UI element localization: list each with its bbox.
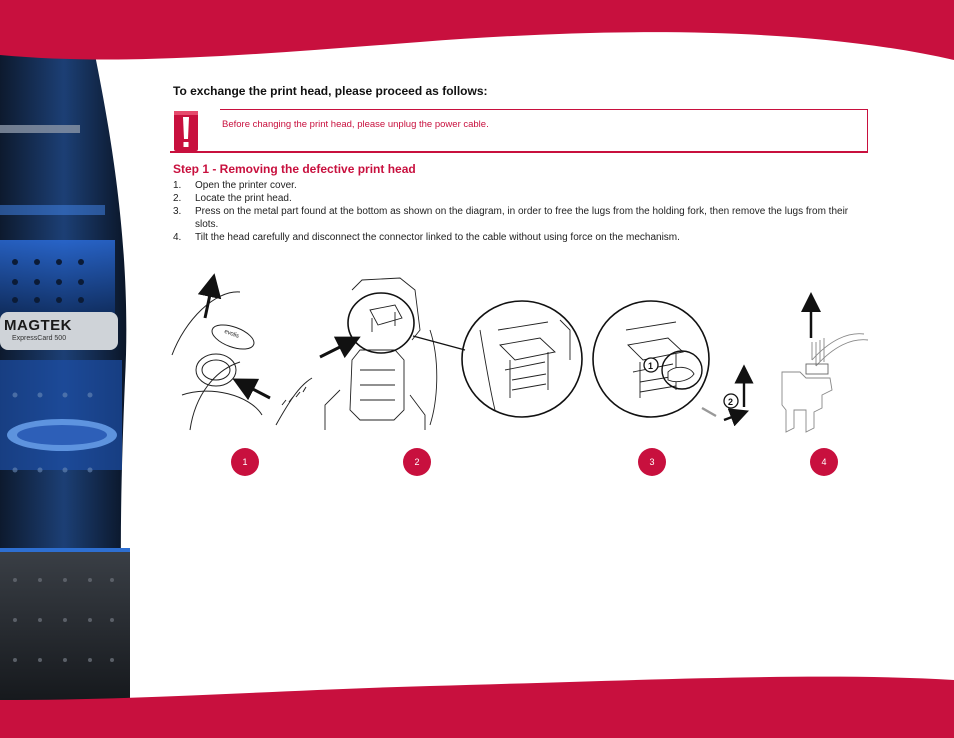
list-item-text: Tilt the head carefully and disconnect the connector linked to the cable without using force on the mechanism.: [195, 232, 680, 243]
figure-1-open-cover: [172, 285, 312, 430]
figure-1-logo-label: evolis: [223, 328, 240, 340]
intro-heading: To exchange the print head, please proceed as follows:: [173, 84, 488, 98]
step-badge-2: 2: [403, 448, 431, 476]
list-item-number: 3.: [173, 206, 182, 217]
figure-4-disconnect: [782, 302, 868, 432]
list-item-text: Open the printer cover.: [195, 180, 297, 191]
figure-3-release-lugs: [593, 301, 744, 420]
figure-2-locate-head: [320, 278, 465, 430]
step-badge-4: 4: [810, 448, 838, 476]
list-item-number: 4.: [173, 232, 182, 243]
model-name: ExpressCard 500: [12, 335, 67, 342]
step-badge-1: 1: [231, 448, 259, 476]
brand-logo: MAGTEK: [4, 317, 72, 334]
warning-text: Before changing the print head, please unplug the power cable.: [222, 119, 489, 130]
figure-3-marker-1: 1: [648, 361, 654, 371]
figure-2-zoom: [462, 301, 582, 417]
list-item-number: 2.: [173, 193, 182, 204]
list-item-text: Locate the print head.: [195, 193, 292, 204]
figure-3-marker-2: 2: [728, 397, 734, 407]
step-badge-3: 3: [638, 448, 666, 476]
step-title: Step 1 - Removing the defective print head: [173, 162, 416, 176]
list-item-number: 1.: [173, 180, 182, 191]
list-item-text: Press on the metal part found at the bottom as shown on the diagram, in order to free the lugs from the holding fork, then remove the lugs from their slots.: [195, 206, 849, 230]
